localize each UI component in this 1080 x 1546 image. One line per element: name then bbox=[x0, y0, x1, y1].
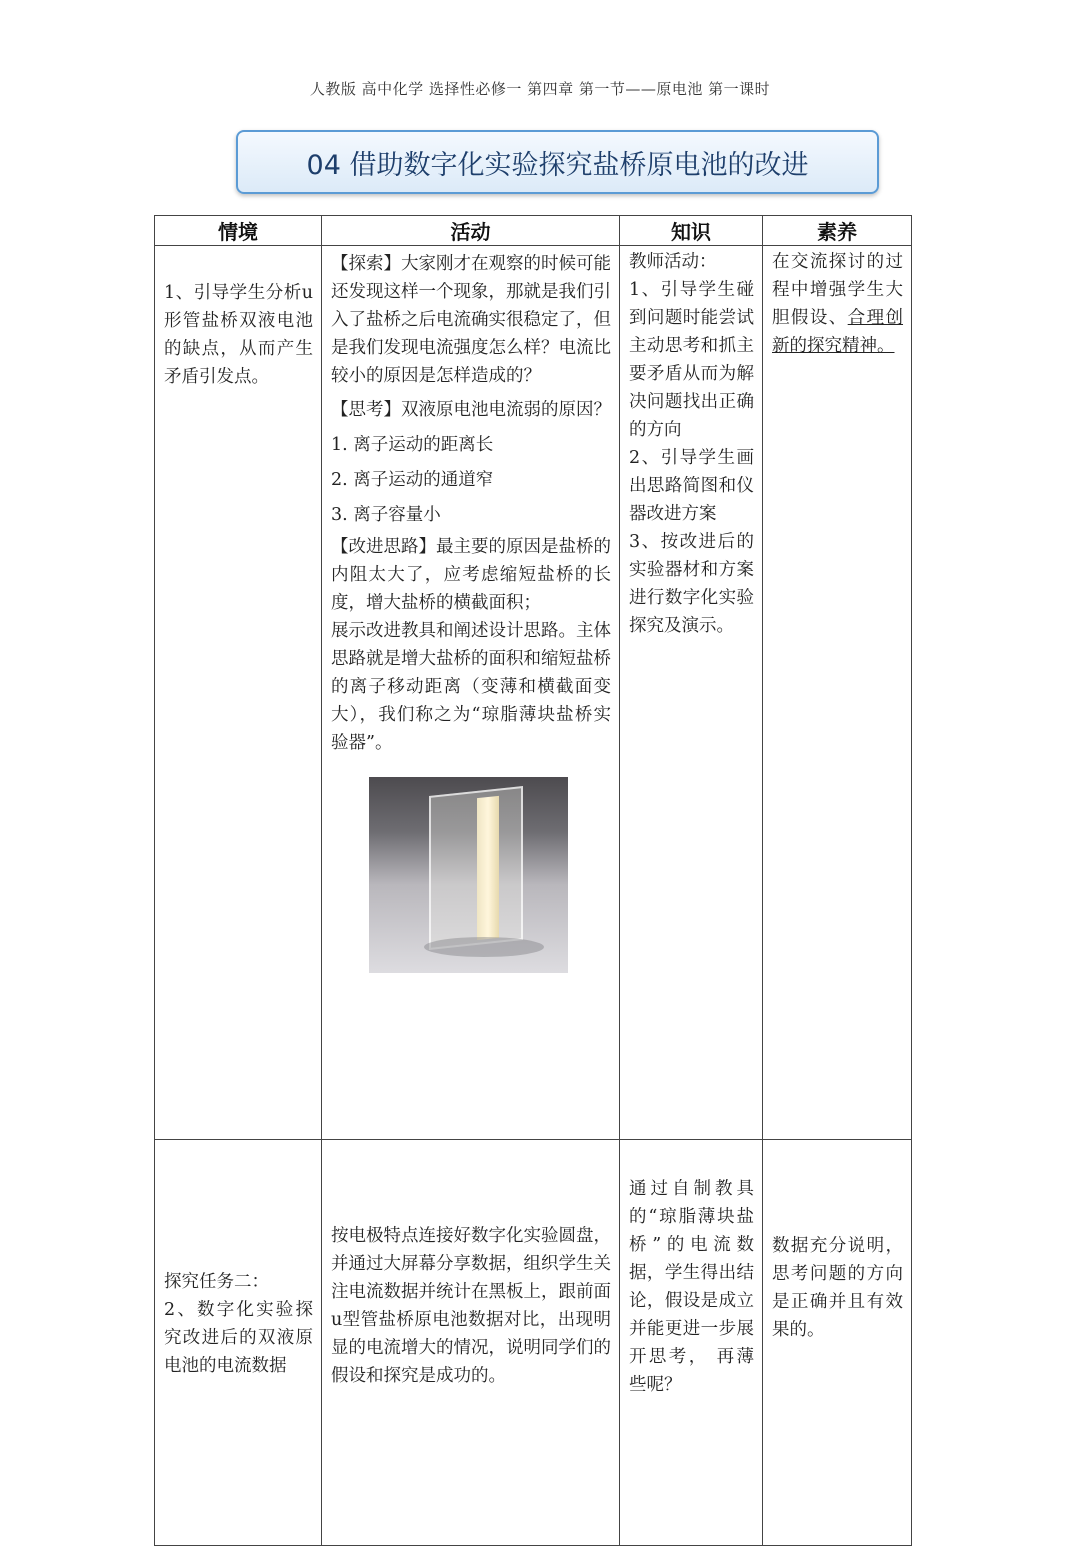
section-title: 04 借助数字化实验探究盐桥原电池的改进 bbox=[306, 149, 809, 181]
reason-item-2: 2. 离子运动的通道窄 bbox=[331, 470, 494, 490]
row2-situation-cell bbox=[155, 1140, 322, 1546]
improve-paragraph: 【改进思路】最主要的原因是盐桥的内阻太大了，应考虑缩短盐桥的长度，增大盐桥的横截面积； bbox=[331, 537, 611, 613]
explore-paragraph: 【探索】大家刚才在观察的时候可能还发现这样一个现象，那就是我们引入了盐桥之后电流确实很稳定了，但是我们发现电流强度怎么样？电流比较小的原因是怎样造成的？ bbox=[331, 254, 611, 386]
table-row bbox=[155, 246, 912, 1140]
section-title-banner bbox=[236, 130, 879, 194]
document-header: 人教版 高中化学 选择性必修一 第四章 第一节——原电池 第一课时 bbox=[309, 80, 771, 98]
column-header-literacy: 素养 bbox=[763, 216, 912, 246]
salt-bridge-apparatus-photo bbox=[369, 777, 568, 973]
teacher-activity-label: 教师活动： bbox=[629, 252, 717, 272]
row2-literacy-text: 数据充分说明，思考问题的方向是正确并且有效果的。 bbox=[772, 1236, 903, 1340]
row1-literacy-underlined: 合理创新的探究精神。 bbox=[772, 308, 904, 356]
teacher-activity-item-3: 3、按改进后的实验器材和方案进行数字化实验探究及演示。 bbox=[629, 532, 754, 636]
row2-knowledge-cell bbox=[620, 1140, 763, 1546]
teacher-activity-item-1: 1、引导学生碰到问题时能尝试主动思考和抓主要矛盾从而为解决问题找出正确的方向 bbox=[629, 280, 754, 440]
reason-item-1: 1. 离子运动的距离长 bbox=[331, 435, 494, 455]
row1-knowledge-cell bbox=[620, 246, 763, 1140]
table-row bbox=[155, 1140, 912, 1546]
reason-item-3: 3. 离子容量小 bbox=[331, 505, 441, 525]
row1-situation-text: 1、引导学生分析u形管盐桥双液电池的缺点，从而产生矛盾引发点。 bbox=[164, 283, 313, 387]
column-header-knowledge: 知识 bbox=[620, 216, 763, 246]
think-paragraph: 【思考】双液原电池电流弱的原因？ bbox=[331, 400, 611, 420]
lesson-table bbox=[154, 215, 912, 1546]
column-header-situation: 情境 bbox=[155, 216, 322, 246]
row2-literacy-cell bbox=[763, 1140, 912, 1546]
row2-situation-text: 2、数字化实验探究改进后的双液原电池的电流数据 bbox=[164, 1300, 313, 1376]
row1-literacy-text: 在交流探讨的过程中增强学生大胆假设、 bbox=[772, 252, 903, 328]
column-header-activity: 活动 bbox=[322, 216, 620, 246]
row2-activity-text: 按电极特点连接好数字化实验圆盘，并通过大屏幕分享数据，组织学生关注电流数据并统计在黑板上，跟前面u型管盐桥原电池数据对比，出现明显的电流增大的情况，说明同学们的假设和探究是成功的。 bbox=[331, 1226, 611, 1386]
design-paragraph: 展示改进教具和阐述设计思路。主体思路就是增大盐桥的面积和缩短盐桥的离子移动距离（变薄和横截面变大），我们称之为“琼脂薄块盐桥实验器”。 bbox=[331, 621, 611, 753]
task-title: 探究任务二： bbox=[164, 1272, 269, 1292]
row2-activity-cell bbox=[322, 1140, 620, 1546]
row1-activity-cell bbox=[322, 246, 620, 1140]
row1-situation-cell bbox=[155, 246, 322, 1140]
teacher-activity-item-2: 2、引导学生画出思路简图和仪器改进方案 bbox=[629, 448, 754, 524]
row1-literacy-cell bbox=[763, 246, 912, 1140]
row2-knowledge-text: 通过自制教具的“琼脂薄块盐桥”的电流数据，学生得出结论，假设是成立并能更进一步展开思考， 再薄些呢？ bbox=[629, 1179, 754, 1395]
